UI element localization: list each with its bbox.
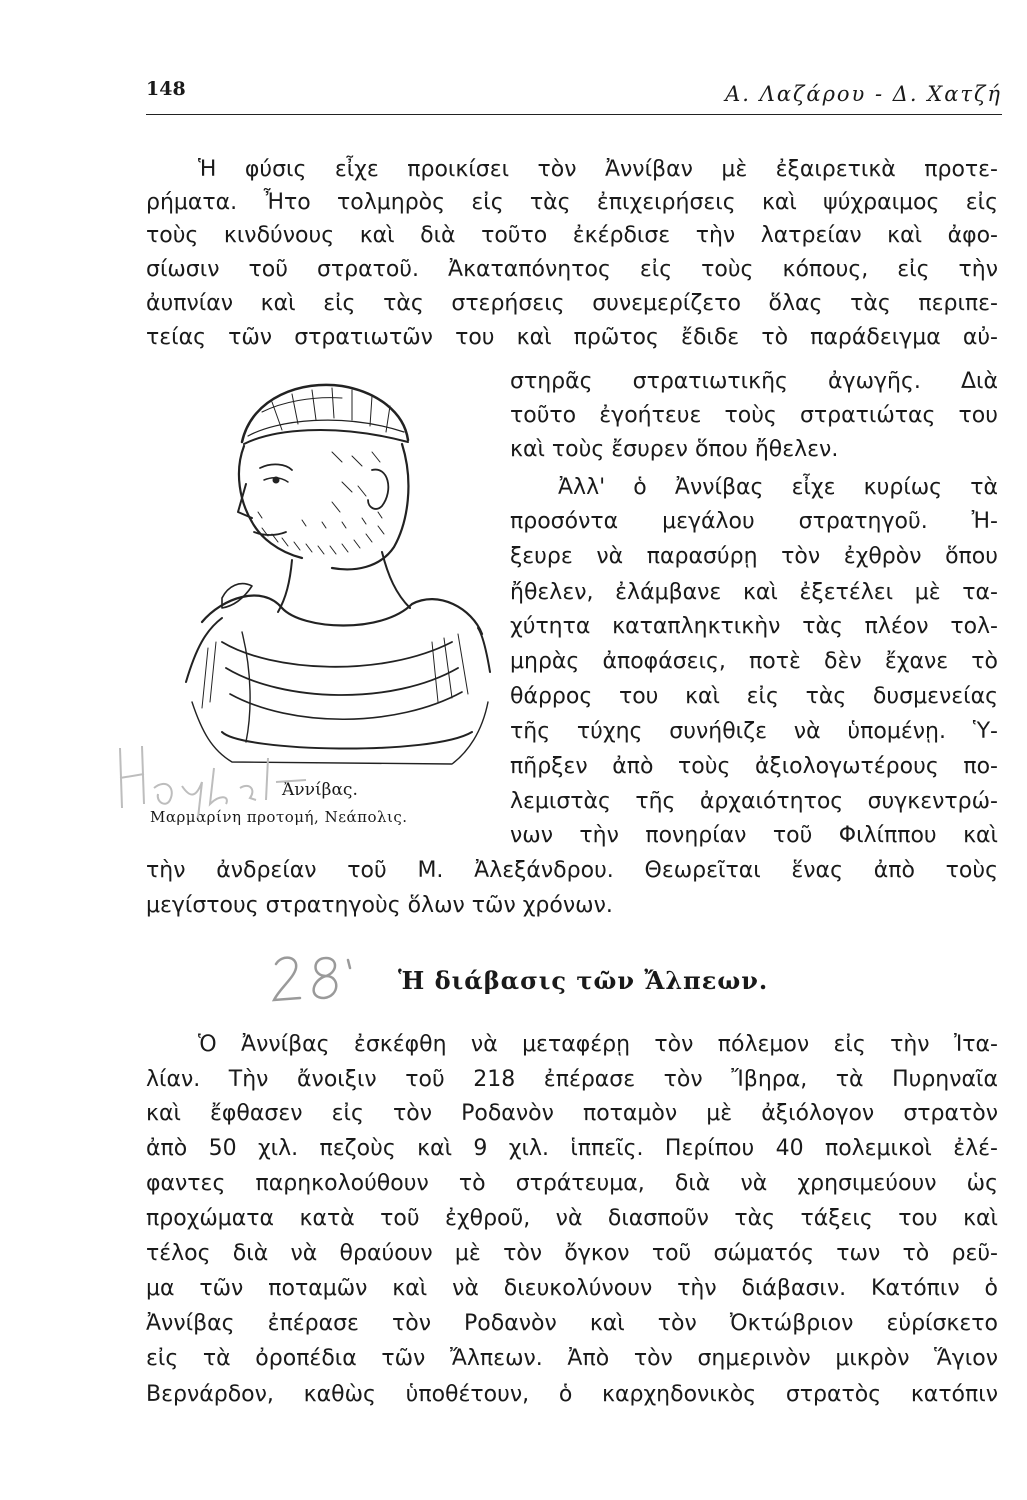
- text-line: Βερνάρδον, καθὼς ὑποθέτουν, ὁ καρχηδονικὸς στρατὸς κατόπιν: [146, 1382, 998, 1407]
- text-line: μηρὰς ἀποφάσεις, ποτὲ δὲν ἔχανε τὸ: [510, 649, 998, 674]
- section-title: Ἡ διάβασις τῶν Ἄλπεων.: [398, 966, 769, 995]
- text-line: καὶ τοὺς ἔσυρεν ὅπου ἤθελεν.: [510, 437, 839, 462]
- text-line: τὴν ἀνδρείαν τοῦ Μ. Ἀλεξάνδρου. Θεωρεῖται ἕνας ἀπὸ τοὺς: [146, 858, 998, 883]
- text-line: λεμιστὰς τῆς ἀρχαιότητος συγκεντρώ-: [510, 789, 998, 814]
- text-line: τοὺς κινδύνους καὶ διὰ τοῦτο ἐκέρδισε τὴν λατρείαν καὶ ἀφο-: [146, 223, 998, 248]
- figure-caption-description: Μαρμαρίνη προτομή, Νεάπολις.: [150, 808, 408, 826]
- text-line: εἰς τὰ ὀροπέδια τῶν Ἄλπεων. Ἀπὸ τὸν σημερινὸν μικρὸν Ἅγιον: [146, 1346, 998, 1371]
- text-line: πῆρξεν ἀπὸ τοὺς ἀξιολογωτέρους πο-: [510, 754, 998, 779]
- text-line: Ἀλλ' ὁ Ἀννίβας εἶχε κυρίως τὰ: [558, 475, 998, 500]
- text-line: ξευρε νὰ παρασύρῃ τὸν ἐχθρὸν ὅπου: [510, 544, 998, 569]
- text-line: θάρρος του καὶ εἰς τὰς δυσμενείας: [510, 684, 998, 709]
- figure-caption-name: Ἀννίβας.: [282, 780, 358, 800]
- text-line: μα τῶν ποταμῶν καὶ νὰ διευκολύνουν τὴν διάβασιν. Κατόπιν ὁ: [146, 1276, 998, 1301]
- text-line: ἤθελεν, ἐλάμβανε καὶ ἐξετέλει μὲ τα-: [510, 580, 998, 605]
- text-line: στηρᾶς στρατιωτικῆς ἀγωγῆς. Διὰ: [510, 369, 998, 394]
- text-line: προχώματα κατὰ τοῦ ἐχθροῦ, νὰ διασποῦν τὰς τάξεις του καὶ: [146, 1206, 998, 1231]
- text-line: τῆς τύχης συνήθιζε νὰ ὑπομένῃ. Ὑ-: [510, 719, 998, 744]
- text-line: τείας τῶν στρατιωτῶν του καὶ πρῶτος ἔδιδε τὸ παράδειγμα αὐ-: [146, 325, 998, 350]
- page-header: [146, 74, 1002, 115]
- section-number-handwritten: [268, 948, 358, 1008]
- text-line: τοῦτο ἐγοήτευε τοὺς στρατιώτας του: [510, 403, 998, 428]
- text-line: ἀυπνίαν καὶ εἰς τὰς στερήσεις συνεμερίζετο ὅλας τὰς περιπε-: [146, 291, 998, 316]
- text-line: τέλος διὰ νὰ θραύουν μὲ τὸν ὄγκον τοῦ σώματός των τὸ ρεῦ-: [146, 1241, 998, 1266]
- text-line: σίωσιν τοῦ στρατοῦ. Ἀκαταπόνητος εἰς τοὺς κόπους, εἰς τὴν: [146, 257, 998, 282]
- text-line: μεγίστους στρατηγοὺς ὅλων τῶν χρόνων.: [146, 893, 613, 918]
- text-line: Ἡ φύσις εἶχε προικίσει τὸν Ἀννίβαν μὲ ἐξαιρετικὰ προτε-: [198, 157, 998, 182]
- text-line: ρήματα. Ἦτο τολμηρὸς εἰς τὰς ἐπιχειρήσεις καὶ ψύχραιμος εἰς: [146, 190, 998, 215]
- text-line: Ὁ Ἀννίβας ἐσκέφθη νὰ μεταφέρῃ τὸν πόλεμον εἰς τὴν Ἰτα-: [198, 1032, 998, 1057]
- text-line: φαντες παρηκολούθουν τὸ στράτευμα, διὰ νὰ χρησιμεύουν ὡς: [146, 1171, 998, 1196]
- text-line: χύτητα καταπληκτικὴν τὰς πλέον τολ-: [510, 614, 998, 639]
- hannibal-bust-illustration: [182, 372, 494, 776]
- running-head: Α. Λαζάρου - Δ. Χατζή: [725, 82, 1002, 106]
- text-line: Ἀννίβας ἐπέρασε τὸν Ροδανὸν καὶ τὸν Ὀκτώβριον εὑρίσκετο: [146, 1311, 998, 1336]
- text-line: λίαν. Τὴν ἄνοιξιν τοῦ 218 ἐπέρασε τὸν Ἴβηρα, τὰ Πυρηναῖα: [146, 1067, 998, 1092]
- text-line: προσόντα μεγάλου στρατηγοῦ. Ἠ-: [510, 509, 998, 534]
- text-line: ἀπὸ 50 χιλ. πεζοὺς καὶ 9 χιλ. ἱππεῖς. Περίπου 40 πολεμικοὶ ἐλέ-: [146, 1136, 998, 1161]
- page-number: 148: [146, 78, 186, 100]
- text-line: νων τὴν πονηρίαν τοῦ Φιλίππου καὶ: [510, 823, 998, 848]
- text-line: καὶ ἔφθασεν εἰς τὸν Ροδανὸν ποταμὸν μὲ ἀξιόλογον στρατὸν: [146, 1101, 998, 1126]
